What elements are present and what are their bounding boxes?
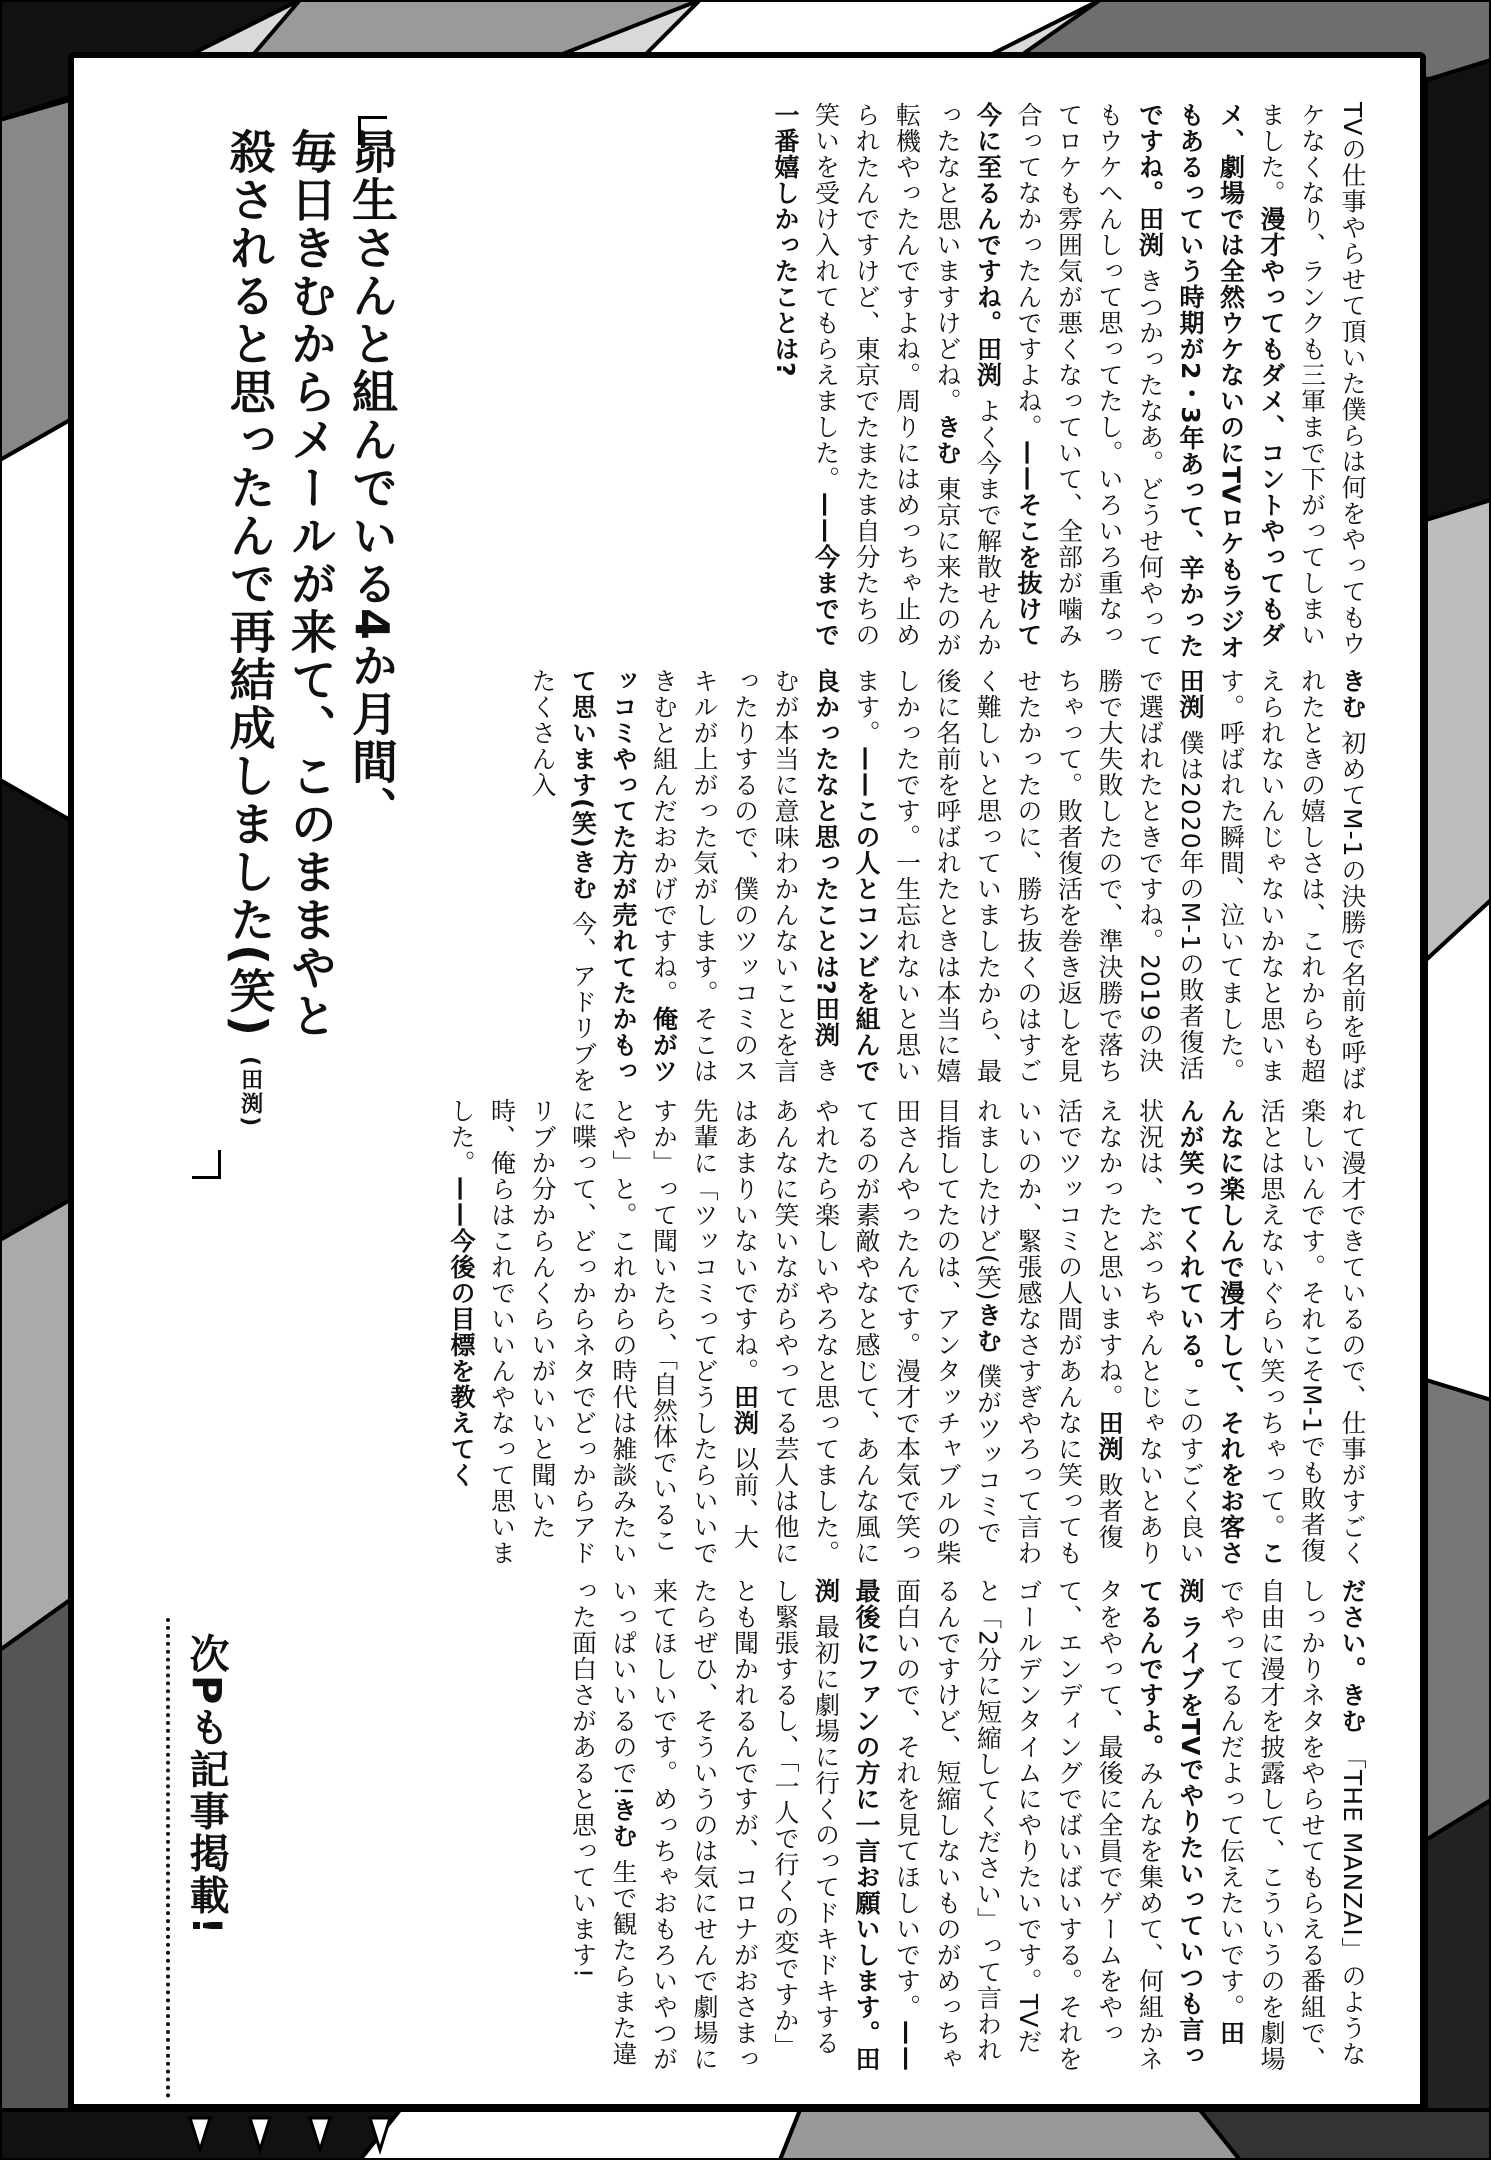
dialogue-text: 初めてM-1の決勝で名前を呼ばれたときの嬉しさは、これからも超えられないんじゃないかなと思います。呼ばれた瞬間、泣いてました。 [1216,668,1367,1092]
speaker-label: 田渕 [811,995,841,1048]
article-column-2 [528,668,1372,1098]
dotted-line [166,1618,170,2098]
speaker-label: 田渕 [811,1578,881,2072]
speaker-label: きむ [1338,668,1367,720]
speaker-label: きむ [568,848,598,901]
next-page-note: 次Pも記事掲載! [183,1633,229,1937]
dialogue-text: よく今まで解散せんかったなと思いますけどね。 [933,102,1003,658]
dialogue-text: 「THE MANZAI」のようなしっかりネタをやらせてもらえる番組で、自由に漫才を披露して、こういうのを劇場でやってるんだよって伝えたいです。 [1216,1578,1367,2072]
headline-attribution: (田渕) [237,1056,263,1129]
headline-line-2: 毎日きむからメールが来て、このままやと [283,128,338,1040]
speaker-label: 田渕 [1176,1578,1246,2046]
question-or-highlight: 漫才やってもダメ、コントやってもダメ、劇場では全然ウケないのにTVロケもラジオもあるっていう時期が2・3年あって、辛かったですね。 [1135,102,1286,661]
dialogue-text: ライブをTVでやりたいっていつも言ってるんですよ。 [1135,1578,1205,2069]
title-bracket-bottom [192,1150,221,1179]
question-or-highlight: ——この人とコンビを組んで良かったなと思ったことは? [811,668,881,1084]
dialogue-text: 生で観たらまた違った面白さがあると思っています! [568,1578,638,2068]
speaker-label: きむ [1338,1682,1367,1734]
question-or-highlight: 俺がツッコミやってた方が売れてたかもって思います(笑) [568,668,679,1084]
dialogue-text: 僕がツッコミで目指してたのは、アンタッチャブルの柴田さんやったんです。漫才で本気で笑ってるのが素敵やなと感じて、あんな風にやれたら楽しいやろなと思ってました。あんなに笑いながらやってる芸人は他にはあまりいないですね。 [730,1098,1003,1566]
paragraph-text: みんなを集めて、何組かネタをやって、最後に全員でゲームをやって、エンディングでばいばいする。それをゴールデンタイムにやりたいです。TVだと「2分に短縮してください」って言われるんですけど、短縮しないものがめっちゃ面白いので、それを見てほしいです。 [892,1578,1165,2072]
speaker-label: きむ [609,1797,638,1850]
question-or-highlight: ——今後の目標を教えてく [447,1176,476,1488]
speaker-label: きむ [933,414,962,466]
question-or-highlight: こんなに楽しんで漫才して、それをお客さんが笑ってくれている。 [1176,1098,1286,1566]
speaker-label: 田渕 [730,1384,760,1436]
question-or-highlight: ——最後にファンの方に一言お願いします。 [852,1578,922,2072]
dialogue-text: 最初に劇場に行くのってドキドキするし緊張するし、「一人で行くの変ですか」とも聞かれるんですが、コロナがおさまったらぜひ、そういうのは気にせんで劇場に来てほしいです。めっちゃおもろいやつがいっぱいいるので! [609,1578,841,2072]
headline-line-1: 昴生さんと組んでいる4か月間、 [345,128,399,835]
dialogue-text: 東京に来たのが転機やったんですよね。周りにはめっちゃ止められたんですけど、東京でたまたま自分たちの笑いを受け入れてもらえました。 [811,102,962,658]
dialogue-text: 今、アドリブをたくさん入 [528,668,598,1093]
speaker-label: 田渕 [1095,1410,1124,1462]
article-column-3 [447,1098,1372,1568]
speaker-label: きむ [973,1301,1003,1354]
speaker-label: 田渕 [973,336,1003,388]
dialogue-text: 僕は2020年のM-1の敗者復活で選ばれたときですね。2019の決勝で大失敗したので、準決勝で落ちちゃって。敗者復活を巻き返しを見せたかったのに、勝ち抜くのはすごく難しいと思っていましたから、最後に名前を呼ばれたときは本当に嬉しかったです。一生忘れないと思います。 [852,668,1205,1084]
article-column-4 [568,1578,1372,2078]
dialogue-text: きむが本当に意味わかんないことを言ったりするので、僕のツッコミのスキルが上がった気がします。そこはきむと組んだおかげですね。 [649,668,841,1084]
speaker-label: 田渕 [1135,206,1165,258]
dialogue-text: 敗者復活でツッコミの人間があんなに笑ってもいいのか、緊張感なさすぎやろって言われましたけど(笑) [973,1098,1124,1566]
headline [182,128,402,1208]
article-panel [68,52,1426,2110]
article-column-1 [732,102,1372,662]
question-or-highlight: ——そこを抜けて今に至るんですね。 [973,102,1043,648]
paragraph-text: TVの仕事やらせて頂いた僕らは何をやってもウケなくなり、ランクも三軍まで下がってしまいました。 [1257,102,1367,657]
dialogue-text: 以前、大先輩に「ツッコミってどうしたらいいですか」って聞いたら、「自然体でいることや」と。これからの時代は雑談みたいに喋って、どっからネタでどっからアドリブか分からんくらいがいいと聞いた時、俺らはこれでいいんやなって思いました。 [447,1098,760,1566]
question-or-highlight: ——今までで一番嬉しかったことは? [771,102,841,648]
speaker-label: 田渕 [1176,668,1205,720]
headline-line-3: 殺されると思ったんで再結成しました(笑) [222,128,277,1039]
paragraph-text: このすごく良い状況は、たぶっちゃんとじゃないとありえなかったと思いますね。 [1095,1098,1205,1566]
paragraph-text: れて漫才できているので、仕事がすごく楽しいんです。それこそM-1でも敗者復活とは思えないぐらい笑っちゃって。 [1257,1098,1367,1566]
dialogue-text: きつかったなあ。どうせ何やってもウケへんしって思ってたし。いろいろ重なってロケも雰囲気が悪くなっていて、全部が噛み合ってなかったんですよね。 [1014,102,1165,658]
question-or-highlight: ださい。 [1338,1578,1367,1682]
